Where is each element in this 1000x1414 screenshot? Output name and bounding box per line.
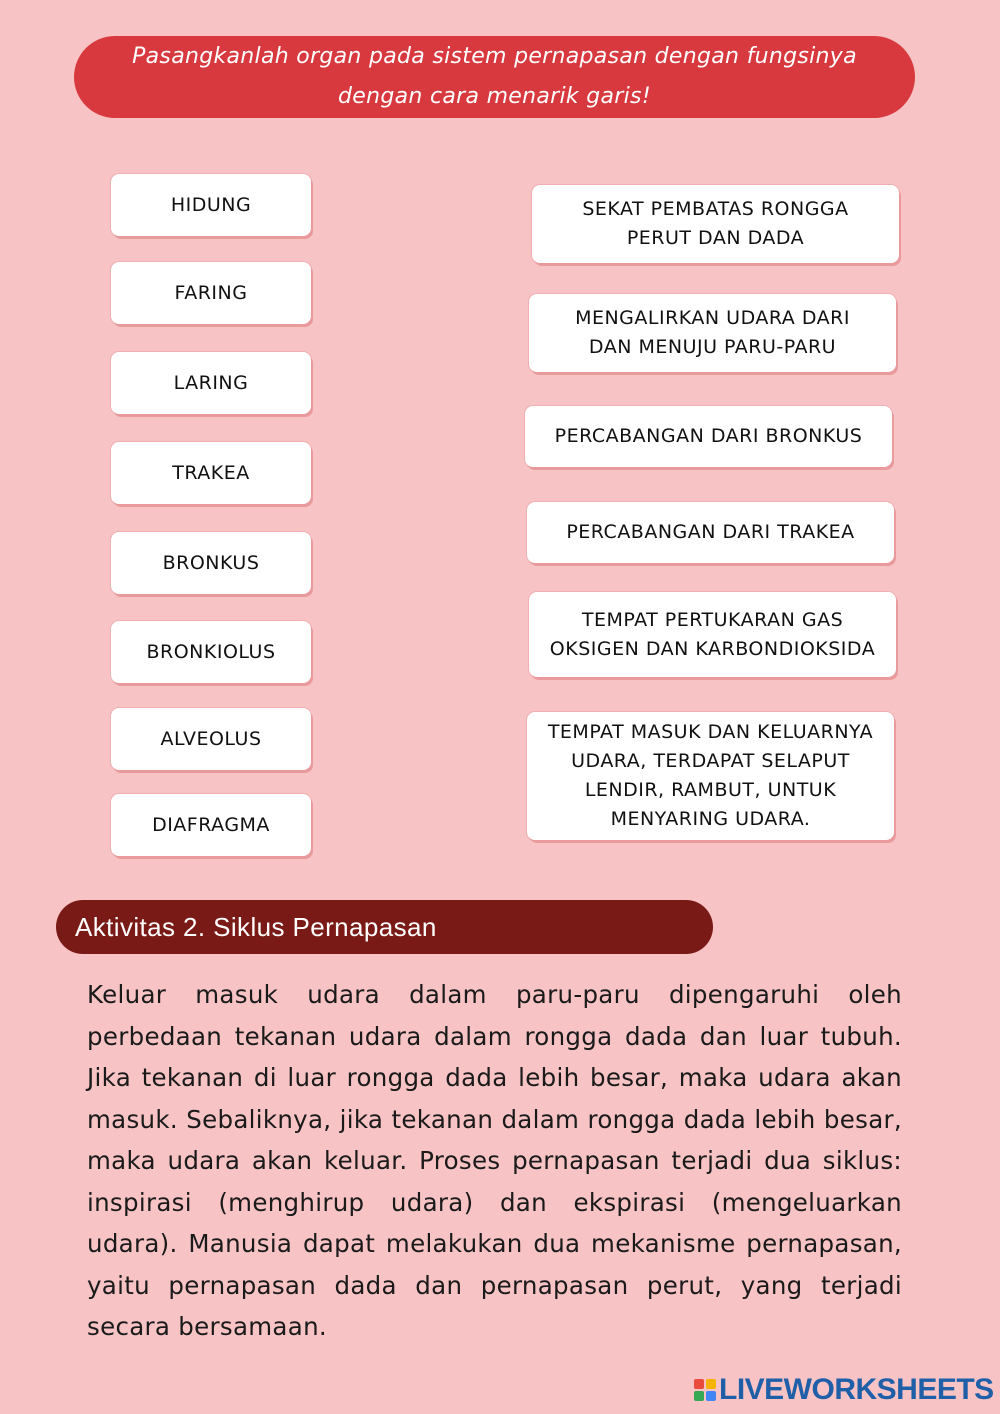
instruction-banner	[74, 36, 915, 118]
section-title: Aktivitas 2. Siklus Pernapasan	[75, 911, 437, 942]
function-box-6[interactable]	[527, 712, 894, 840]
organ-label: ALVEOLUS	[160, 727, 262, 750]
function-label: TEMPAT PERTUKARAN GAS OKSIGEN DAN KARBONDIOKSIDA	[549, 608, 876, 660]
organ-box-faring[interactable]	[111, 262, 311, 324]
organ-box-bronkiolus[interactable]	[111, 621, 311, 683]
organ-label: DIAFRAGMA	[152, 813, 270, 836]
instruction-text: Pasangkanlah organ pada sistem pernapasan dengan fungsinya dengan cara menarik garis!	[132, 44, 857, 109]
function-label: SEKAT PEMBATAS RONGGA PERUT DAN DADA	[582, 198, 849, 249]
liveworksheets-logo	[694, 1374, 994, 1406]
function-box-3[interactable]	[525, 406, 892, 467]
organ-box-laring[interactable]	[111, 352, 311, 414]
logo-text: LIVEWORKSHEETS	[719, 1373, 994, 1406]
logo-grid-icon	[694, 1379, 716, 1401]
function-label: PERCABANGAN DARI BRONKUS	[554, 425, 863, 447]
organ-box-alveolus[interactable]	[111, 708, 311, 770]
function-label: PERCABANGAN DARI TRAKEA	[566, 521, 855, 543]
logo-square-yellow	[706, 1379, 716, 1389]
function-box-2[interactable]	[529, 294, 896, 372]
function-label: MENGALIRKAN UDARA DARI DAN MENUJU PARU-PARU	[575, 307, 850, 358]
organ-box-trakea[interactable]	[111, 442, 311, 504]
organ-label: FARING	[174, 281, 248, 304]
logo-square-blue	[706, 1391, 716, 1401]
logo-square-green	[694, 1391, 704, 1401]
organ-box-diafragma[interactable]	[111, 794, 311, 856]
function-box-5[interactable]	[529, 592, 896, 677]
section-banner	[56, 900, 713, 954]
organ-label: TRAKEA	[172, 461, 250, 484]
organ-label: LARING	[173, 371, 249, 394]
function-label: TEMPAT MASUK DAN KELUARNYA UDARA, TERDAPAT SELAPUT LENDIR, RAMBUT, UNTUK MENYARING UDARA.	[547, 721, 874, 830]
organ-label: BRONKIOLUS	[146, 640, 276, 663]
organ-label: BRONKUS	[162, 551, 260, 574]
organ-label: HIDUNG	[170, 193, 252, 216]
function-box-4[interactable]	[527, 502, 894, 563]
logo-square-red	[694, 1379, 704, 1389]
function-box-1[interactable]	[532, 185, 899, 263]
organ-box-bronkus[interactable]	[111, 532, 311, 594]
organ-box-hidung[interactable]	[111, 174, 311, 236]
section-paragraph: Keluar masuk udara dalam paru-paru dipengaruhi oleh perbedaan tekanan udara dalam rongga dada dan luar tubuh. Jika tekanan di luar rongga dada lebih besar, maka udara akan masuk. Sebaliknya, jika tekanan dalam rongga dada lebih besar, maka udara akan keluar. Proses pernapasan terjadi dua siklus: inspirasi (menghirup udara) dan ekspirasi (mengeluarkan udara). Manusia dapat melakukan dua mekanisme pernapasan, yaitu pernapasan dada dan pernapasan perut, yang terjadi secara bersamaan.	[87, 980, 902, 1341]
